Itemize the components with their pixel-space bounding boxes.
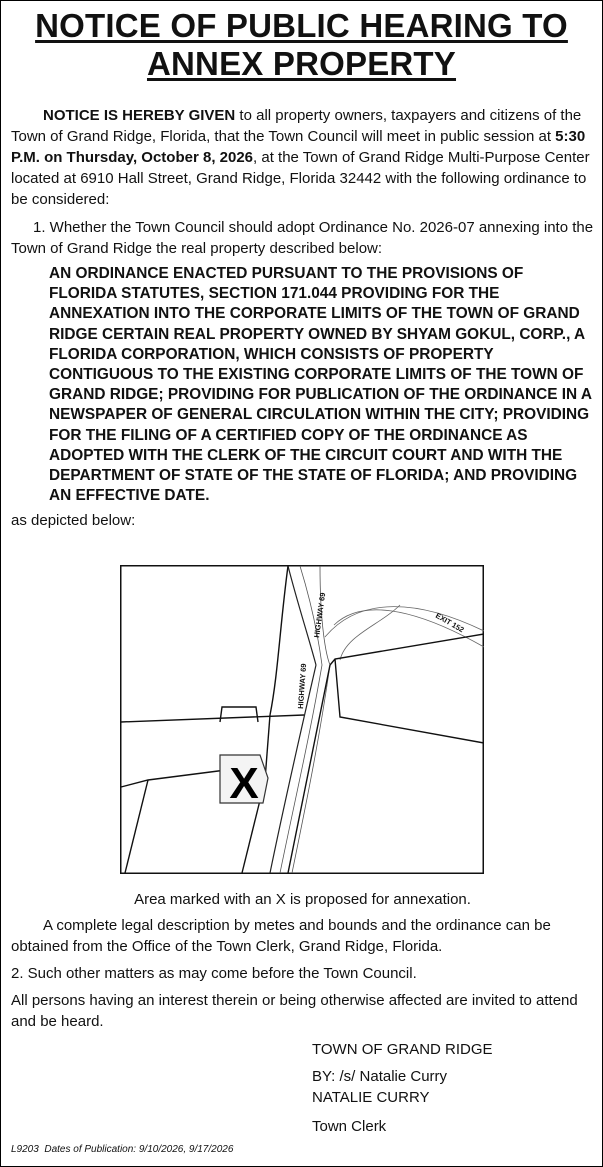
title-line-1: NOTICE OF PUBLIC HEARING TO [35, 7, 568, 44]
intro-text-1: to all property owners, taxpayers and citizens of the Town of Grand Ridge, Florida, that the Town Council will meet in public session at [11, 107, 582, 145]
signature-block [312, 1039, 493, 1137]
title-line-2: ANNEX PROPERTY [146, 45, 457, 82]
ordinance-text: AN ORDINANCE ENACTED PURSUANT TO THE PROVISIONS OF FLORIDA STATUTES, SECTION 171.044 PROVIDING FOR THE ANNEXATION INTO THE CORPORATE LIMITS OF THE TOWN OF GRAND RIDGE CERTAIN REAL PROPERTY OWNED BY SHYAM GOKUL, CORP., A FLORIDA CORPORATION, WHICH CONSISTS OF PROPERTY CONTIGUOUS TO THE EXISTING CORPORATE LIMITS OF THE TOWN OF GRAND RIDGE; PROVIDING FOR PUBLICATION OF THE ORDINANCE IN A NEWSPAPER OF GENERAL CIRCULATION WITHIN THE CITY; PROVIDING FOR THE FILING OF A CERTIFIED COPY OF THE ORDINANCE AS ADOPTED WITH THE CLERK OF THE CIRCUIT COURT AND WITH THE DEPARTMENT OF STATE OF THE STATE OF FLORIDA; AND PROVIDING AN EFFECTIVE DATE. [49, 265, 592, 505]
agenda-item-1: 1. Whether the Town Council should adopt Ordinance No. 2026-07 annexing into the Town of Grand Ridge the real property described below: [11, 219, 594, 257]
map-road-label: HIGHWAY 69 [312, 592, 328, 639]
agenda-item-2: 2. Such other matters as may come before the Town Council. [11, 965, 417, 982]
notice-title [1, 7, 602, 83]
depicted-label: as depicted below: [11, 512, 136, 530]
map-road-label: HIGHWAY 69 [296, 663, 309, 710]
intro-text-2: , at the Town of Grand Ridge Multi-Purpose Center located at 6910 Hall Street, Grand Ridge, Florida 32442 with the following ordinance to be considered: [11, 149, 590, 208]
signature-by: BY: /s/ Natalie Curry [312, 1068, 448, 1085]
notice-lower [11, 915, 594, 1032]
intro-lead: NOTICE IS HEREBY GIVEN [43, 107, 236, 124]
annexation-marker: X [229, 759, 259, 808]
intro-paragraph [11, 105, 594, 210]
invitation-paragraph: All persons having an interest therein or being otherwise affected are invited to attend and be heard. [11, 992, 578, 1030]
annexation-map [120, 565, 484, 874]
meeting-time: 5:30 P.M. on Thursday, October 8, 2026 [11, 128, 586, 166]
legal-description-note: A complete legal description by metes and bounds and the ordinance can be obtained from the Office of the Town Clerk, Grand Ridge, Florida. [11, 917, 551, 955]
publication-footer [11, 1144, 233, 1156]
footer-dates: Dates of Publication: 9/10/2026, 9/17/2026 [38, 1144, 234, 1155]
signature-role: Town Clerk [312, 1118, 387, 1135]
signature-town: TOWN OF GRAND RIDGE [312, 1041, 493, 1058]
map-exit-label: EXIT 152 [434, 610, 466, 635]
signature-name: NATALIE CURRY [312, 1089, 430, 1106]
map-caption: Area marked with an X is proposed for annexation. [134, 891, 471, 908]
notice-body [11, 105, 594, 531]
footer-code: L9203 [11, 1144, 39, 1155]
